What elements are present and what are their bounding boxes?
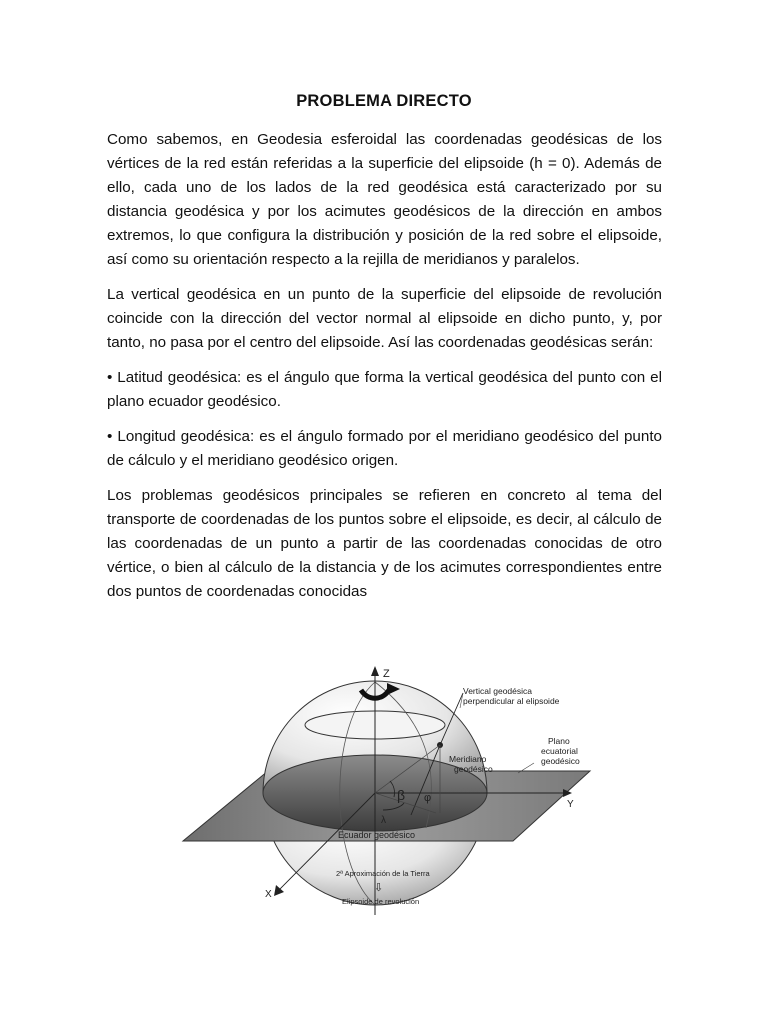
label-plano-3: geodésico <box>541 756 580 766</box>
label-ecuador: Ecuador geodésico <box>338 830 416 840</box>
body-text <box>107 128 662 615</box>
paragraph-problemas: Los problemas geodésicos principales se refieren en concreto al tema del transporte de coordenadas de los puntos sobre el elipsoide, es decir, al cálculo de las coordenadas de un punto a partir de las coordenadas conocidas de otro vértice, o bien al cálculo de la distancia y de los acimutes correspondientes entre dos puntos de coordenadas conocidas <box>107 487 662 600</box>
label-aproximacion: 2ª Aproximación de la Tierra <box>336 869 430 878</box>
label-meridiano-1: Meridiano <box>449 754 487 764</box>
paragraph-intro: Como sabemos, en Geodesia esferoidal las coordenadas geodésicas de los vértices de la red están referidas a la superficie del elipsoide (h = 0). Además de ello, cada uno de los lados de la red geodésica está caracterizado por su distancia geodésica y por los acimutes geodésicos de la dirección en ambos extremos, lo que configura la distribución y posición de la red sobre el elipsoide, así como su orientación respecto a la rejilla de meridianos y paralelos. <box>107 131 662 268</box>
z-axis-arrow <box>371 666 379 676</box>
ellipsoid-figure <box>178 663 592 919</box>
label-elipsoide: Elipsoide de revolución <box>342 897 420 906</box>
phi-label: φ <box>424 792 432 804</box>
page-title: PROBLEMA DIRECTO <box>296 92 472 110</box>
z-axis-label: Z <box>383 668 390 680</box>
beta-label: β <box>397 787 406 803</box>
paragraph-vertical: La vertical geodésica en un punto de la superficie del elipsoide de revolución coincide con la dirección del vector normal al elipsoide en dicho punto, y, por tanto, no pasa por el centro del elipsoide. Así las coordenadas geodésicas serán: <box>107 286 662 351</box>
y-axis-label: Y <box>567 799 574 810</box>
bullet-longitud: • Longitud geodésica: es el ángulo formado por el meridiano geodésico del punto de cálculo y el meridiano geodésico origen. <box>107 428 662 469</box>
label-meridiano-2: geodésico <box>454 764 493 774</box>
label-vertical-2: perpendicular al elipsoide <box>463 696 560 706</box>
label-vertical-1: Vertical geodésica <box>463 686 532 696</box>
bullet-latitud: • Latitud geodésica: es el ángulo que forma la vertical geodésica del punto con el plano ecuador geodésico. <box>107 369 662 410</box>
label-plano-1: Plano <box>548 736 570 746</box>
label-plano-2: ecuatorial <box>541 746 578 756</box>
label-down-arrow: ⇩ <box>374 882 384 894</box>
lambda-label: λ <box>381 815 386 826</box>
ellipsoid-diagram <box>178 663 592 919</box>
x-axis-label: X <box>265 889 272 900</box>
